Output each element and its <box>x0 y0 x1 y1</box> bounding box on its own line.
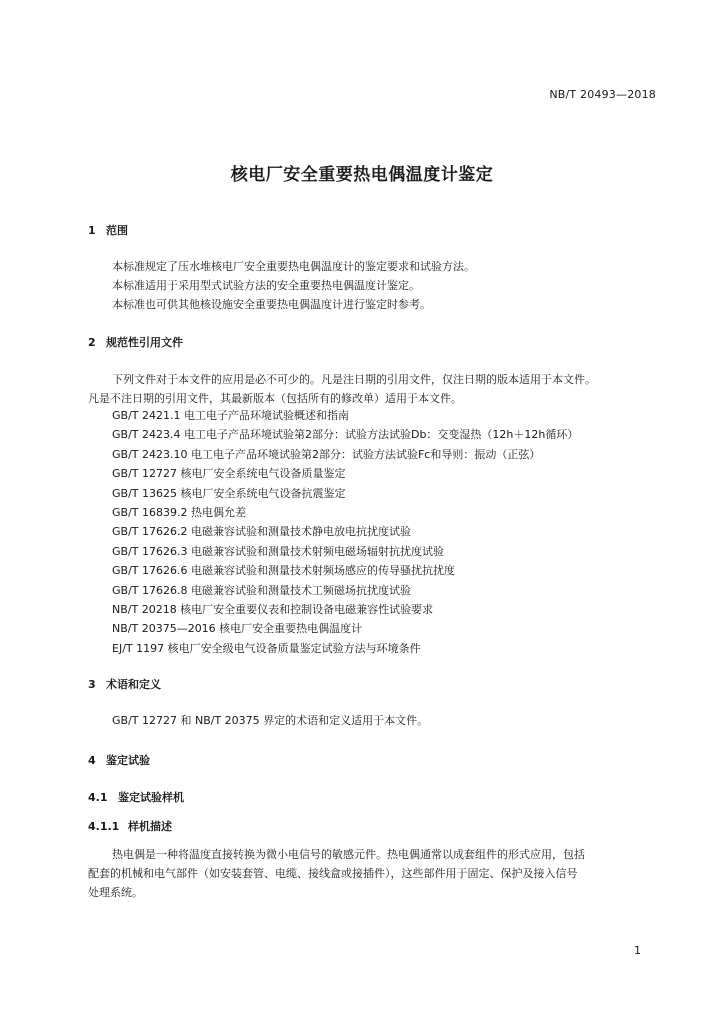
reference-item: GB/T 12727 核电厂安全系统电气设备质量鉴定 <box>112 467 346 481</box>
reference-item: GB/T 17626.8 电磁兼容试验和测量技术工频磁场抗扰度试验 <box>112 583 411 597</box>
reference-item: GB/T 17626.3 电磁兼容试验和测量技术射频电磁场辐射抗扰度试验 <box>112 544 444 558</box>
reference-item: GB/T 2421.1 电工电子产品环境试验概述和指南 <box>112 409 349 422</box>
section-4-1-heading <box>88 789 184 805</box>
reference-item: GB/T 13625 核电厂安全系统电气设备抗震鉴定 <box>112 486 346 500</box>
section-title: 规范性引用文件 <box>106 336 183 349</box>
section-4-1-1-body <box>88 845 648 902</box>
section-number: 4.1 <box>88 791 108 804</box>
paragraph: GB/T 12727 和 NB/T 20375 界定的术语和定义适用于本文件。 <box>112 714 429 727</box>
paragraph: 本标准也可供其他核设施安全重要热电偶温度计进行鉴定时参考。 <box>112 298 431 311</box>
reference-item: GB/T 2423.4 电工电子产品环境试验第2部分：试验方法试验Db：交变湿热（12h＋12h循环） <box>112 428 579 442</box>
section-title: 鉴定试验 <box>106 754 150 767</box>
section-1-body <box>88 257 648 314</box>
reference-item: EJ/T 1197 核电厂安全级电气设备质量鉴定试验方法与环境条件 <box>112 641 421 655</box>
section-4-heading <box>88 752 150 768</box>
section-number: 4.1.1 <box>88 820 120 833</box>
section-2-heading <box>88 334 183 350</box>
reference-item: GB/T 16839.2 热电偶允差 <box>112 506 246 520</box>
section-number: 3 <box>88 678 96 691</box>
section-title: 范围 <box>106 224 128 237</box>
section-4-1-1-heading <box>88 818 172 834</box>
reference-item: NB/T 20218 核电厂安全重要仪表和控制设备电磁兼容性试验要求 <box>112 603 434 617</box>
section-1-heading <box>88 222 128 238</box>
section-2-intro <box>88 370 648 408</box>
paragraph: 热电偶是一种将温度直接转换为微小电信号的敏感元件。热电偶通常以成套组件的形式应用，包括 <box>112 848 585 861</box>
section-number: 2 <box>88 336 96 349</box>
paragraph: 凡是不注日期的引用文件，其最新版本（包括所有的修改单）适用于本文件。 <box>88 392 462 405</box>
reference-item: GB/T 17626.2 电磁兼容试验和测量技术静电放电抗扰度试验 <box>112 525 411 539</box>
standard-code: NB/T 20493—2018 <box>549 88 656 101</box>
section-number: 1 <box>88 224 96 237</box>
reference-item: GB/T 2423.10 电工电子产品环境试验第2部分：试验方法试验Fc和导则：振动（正弦） <box>112 447 541 461</box>
reference-item: NB/T 20375—2016 核电厂安全重要热电偶温度计 <box>112 622 363 636</box>
reference-list <box>112 406 578 658</box>
section-title: 鉴定试验样机 <box>118 791 184 804</box>
paragraph: 下列文件对于本文件的应用是必不可少的。凡是注日期的引用文件，仅注日期的版本适用于本文件。 <box>112 373 596 386</box>
section-title: 样机描述 <box>128 820 172 833</box>
section-3-heading <box>88 676 161 692</box>
paragraph: 本标准规定了压水堆核电厂安全重要热电偶温度计的鉴定要求和试验方法。 <box>112 260 475 273</box>
section-3-body <box>88 711 648 730</box>
section-number: 4 <box>88 754 96 767</box>
paragraph: 处理系统。 <box>88 886 143 899</box>
paragraph: 配套的机械和电气部件（如安装套管、电缆、接线盒或接插件），这些部件用于固定、保护及接入信号 <box>88 867 578 880</box>
section-title: 术语和定义 <box>106 678 161 691</box>
page-number: 1 <box>634 944 641 957</box>
reference-item: GB/T 17626.6 电磁兼容试验和测量技术射频场感应的传导骚扰抗扰度 <box>112 564 455 578</box>
document-title: 核电厂安全重要热电偶温度计鉴定 <box>230 165 494 185</box>
paragraph: 本标准适用于采用型式试验方法的安全重要热电偶温度计鉴定。 <box>112 279 420 292</box>
